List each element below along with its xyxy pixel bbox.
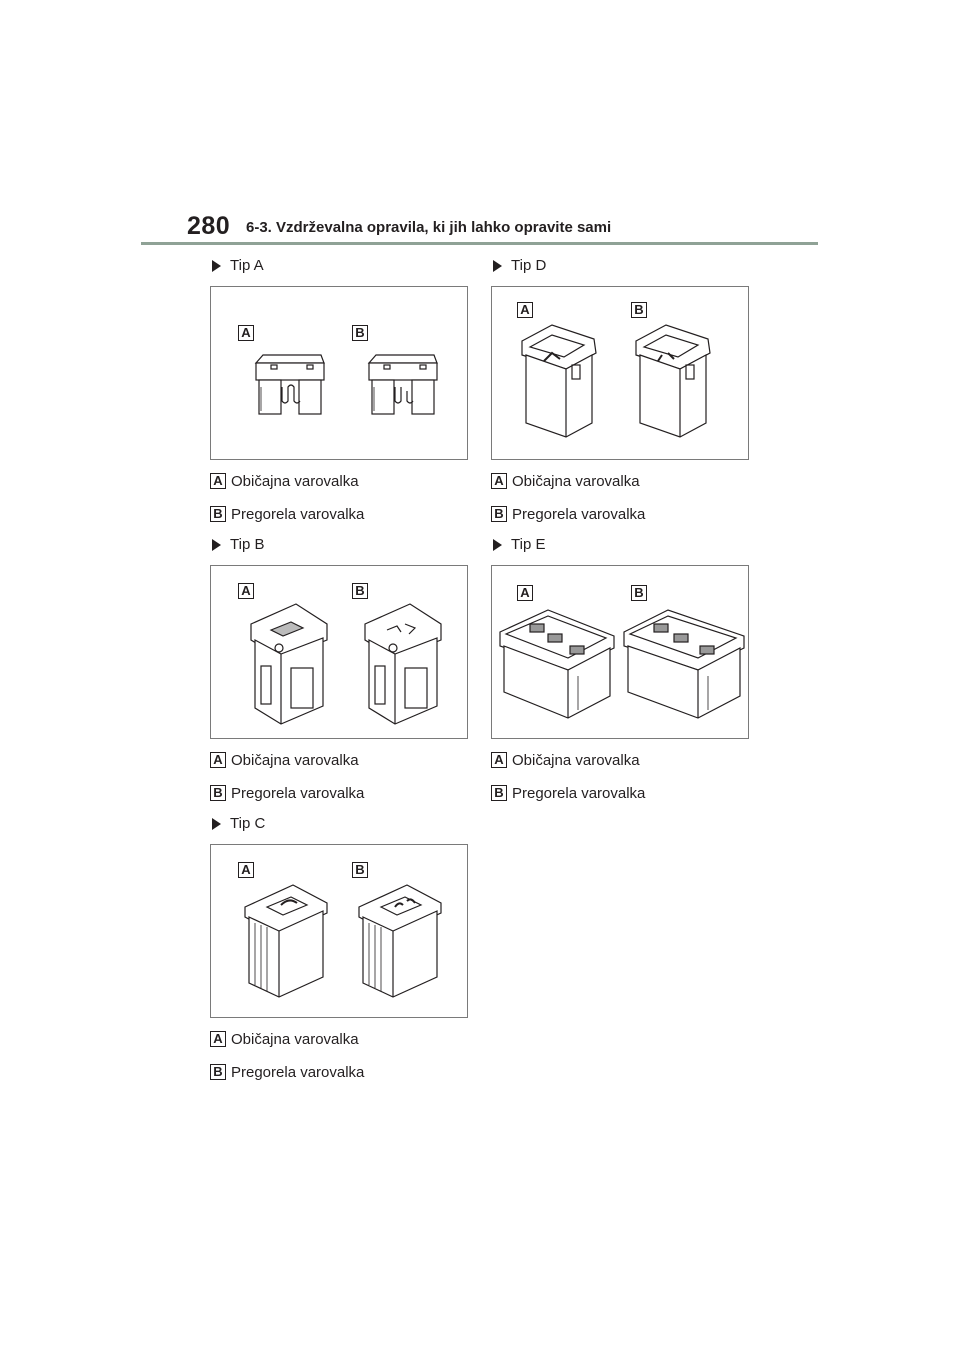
legend-text-a: Običajna varovalka: [231, 751, 359, 769]
fuse-type-heading: [491, 534, 545, 556]
figure-label-b: B: [352, 862, 368, 878]
section-title: 6-3. Vzdrževalna opravila, ki jih lahko opravite sami: [246, 219, 612, 236]
legend-item-b: [210, 783, 364, 803]
legend-badge-a: A: [210, 1031, 226, 1047]
legend-text-b: Pregorela varovalka: [512, 505, 646, 523]
figure-label-a: A: [238, 583, 254, 599]
page-header: [0, 0, 960, 250]
legend-badge-b: B: [491, 785, 507, 801]
legend-badge-a: A: [210, 752, 226, 768]
figure-label-b: B: [631, 302, 647, 318]
figure-label-a: A: [238, 862, 254, 878]
fuse-type-title: Tip D: [511, 257, 547, 274]
cartridge-fuse-illustration: [211, 845, 467, 1017]
legend-item-b: [491, 504, 645, 524]
bullet-triangle-icon: [493, 260, 502, 272]
legend-item-b: [210, 504, 364, 524]
page-number: 280: [187, 212, 231, 240]
legend-text-a: Običajna varovalka: [231, 1030, 359, 1048]
fuse-type-b-section: [210, 534, 468, 813]
figure-label-b: B: [352, 583, 368, 599]
fuse-type-c-section: [210, 813, 468, 1092]
legend-item-a: [210, 750, 359, 770]
legend-text-b: Pregorela varovalka: [512, 784, 646, 802]
bullet-triangle-icon: [212, 818, 221, 830]
fuse-type-e-section: [491, 534, 749, 813]
legend-badge-b: B: [210, 506, 226, 522]
legend-item-a: [210, 471, 359, 491]
legend-text-b: Pregorela varovalka: [231, 784, 365, 802]
legend-badge-b: B: [210, 785, 226, 801]
legend-badge-b: B: [491, 506, 507, 522]
header-divider: [141, 242, 818, 245]
fuse-type-heading: [491, 255, 546, 277]
fuse-type-a-section: [210, 255, 468, 534]
legend-badge-a: A: [491, 473, 507, 489]
fuse-type-a-figure: [210, 286, 468, 460]
figure-label-a: A: [517, 585, 533, 601]
legend-item-b: [210, 1062, 364, 1082]
legend-item-a: [210, 1029, 359, 1049]
legend-text-b: Pregorela varovalka: [231, 505, 365, 523]
fuse-type-heading: [210, 534, 264, 556]
figure-label-a: A: [238, 325, 254, 341]
fuse-type-d-section: [491, 255, 749, 534]
large-box-fuse-illustration: [492, 566, 748, 738]
figure-label-b: B: [631, 585, 647, 601]
fuse-type-title: Tip A: [230, 257, 264, 274]
legend-text-a: Običajna varovalka: [512, 751, 640, 769]
tall-cartridge-fuse-illustration: [492, 287, 748, 459]
legend-text-a: Običajna varovalka: [231, 472, 359, 490]
fuse-type-heading: [210, 813, 265, 835]
legend-item-b: [491, 783, 645, 803]
figure-label-b: B: [352, 325, 368, 341]
fuse-type-title: Tip C: [230, 815, 266, 832]
bullet-triangle-icon: [493, 539, 502, 551]
figure-label-a: A: [517, 302, 533, 318]
legend-badge-a: A: [210, 473, 226, 489]
fuse-type-heading: [210, 255, 264, 277]
fuse-type-c-figure: [210, 844, 468, 1018]
legend-badge-b: B: [210, 1064, 226, 1080]
legend-badge-a: A: [491, 752, 507, 768]
legend-item-a: [491, 750, 640, 770]
legend-item-a: [491, 471, 640, 491]
fuse-type-title: Tip B: [230, 536, 265, 553]
fuse-type-b-figure: [210, 565, 468, 739]
legend-text-a: Običajna varovalka: [512, 472, 640, 490]
bullet-triangle-icon: [212, 539, 221, 551]
cartridge-fuse-illustration: [211, 566, 467, 738]
fuse-type-e-figure: [491, 565, 749, 739]
legend-text-b: Pregorela varovalka: [231, 1063, 365, 1081]
bullet-triangle-icon: [212, 260, 221, 272]
fuse-type-title: Tip E: [511, 536, 546, 553]
blade-fuse-illustration: [211, 287, 467, 459]
fuse-type-d-figure: [491, 286, 749, 460]
